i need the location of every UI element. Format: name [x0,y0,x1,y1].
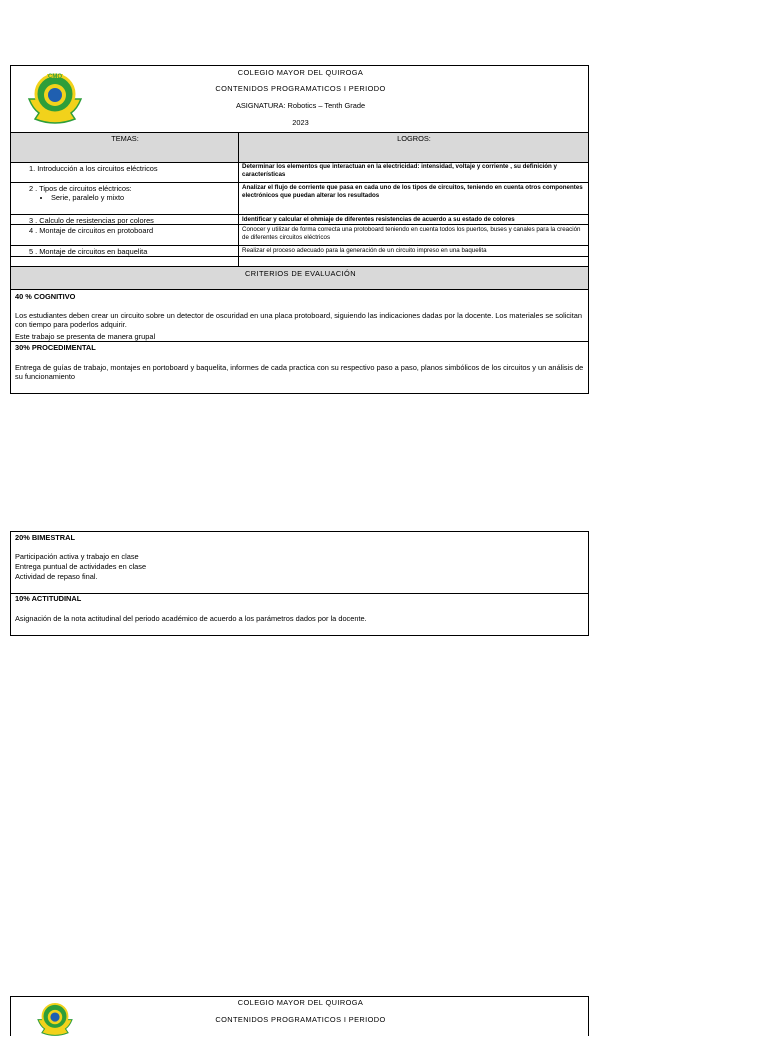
criterios-continued-table [10,531,589,636]
column-logros: LOGROS: [397,134,431,143]
tema-1: 1. Introducción a los circuitos eléctricos [29,164,158,173]
criterios-title: CRITERIOS DE EVALUACIÓN [245,269,356,278]
procedimental-text: Entrega de guías de trabajo, montajes en portoboard y baquelita, informes de cada practica con su respectivo paso a paso, planos simbólicos de los circuitos y un análisis de su funcionamiento [15,363,584,381]
column-temas: TEMAS: [111,134,139,143]
subject-title: ASIGNATURA: Robotics – Tenth Grade [235,101,366,110]
bimestral-line-2: Entrega puntual de actividades en clase [15,562,147,571]
actitudinal-text: Asignación de la nota actitudinal del periodo académico de acuerdo a los parámetros dados por la docente. [15,614,367,623]
actitudinal-heading: 10% ACTITUDINAL [15,594,82,603]
logro-1: Determinar los elementos que interactuan en la electricidad: intensidad, voltaje y corriente , su definición y características [242,163,557,178]
logro-2: Analizar el flujo de corriente que pasa en cada uno de los tipos de circuitos, teniendo en cuenta otros componentes electrónicos que puedan alterar los resultados [242,184,583,199]
tema-3: 3 . Calculo de resistencias por colores [29,216,154,225]
logro-4: Conocer y utilizar de forma correcta una protoboard teniendo en cuenta todos los puertos, buses y canales para la creación de diferentes circuitos eléctricos [242,226,581,241]
bimestral-line-3: Actividad de repaso final. [15,572,98,581]
program-table-page-3 [10,996,589,1036]
cognitivo-note: Este trabajo se presenta de manera grupal [15,332,156,341]
tema-2-sub: • Serie, paralelo y mixto [51,193,234,202]
logro-3: Identificar y calcular el ohmiaje de diferentes resistencias de acuerdo a su estado de colores [242,216,515,223]
tema-2 [29,184,234,202]
contents-title: CONTENIDOS PROGRAMATICOS I PERIODO [215,84,386,93]
logro-5: Realizar el proceso adecuado para la generación de un circuito impreso en una baquelita [242,247,487,254]
school-name-2: COLEGIO MAYOR DEL QUIROGA [237,998,364,1007]
program-table [10,65,589,394]
tema-5: 5 . Montaje de circuitos en baquelita [29,247,148,256]
procedimental-heading: 30% PROCEDIMENTAL [15,343,96,352]
svg-text:CMQ: CMQ [48,74,62,80]
school-name: COLEGIO MAYOR DEL QUIROGA [237,68,364,77]
year: 2023 [292,118,309,127]
cognitivo-heading: 40 % COGNITIVO [15,292,76,301]
tema-4: 4 . Montaje de circuitos en protoboard [29,226,154,235]
bimestral-heading: 20% BIMESTRAL [15,533,75,542]
cognitivo-text: Los estudiantes deben crear un circuito sobre un detector de oscuridad en una placa protoboard, siguiendo las indicaciones dadas por la docente. Los materiales se solicitan con tiempo para poderlos adquirir. [15,311,582,329]
contents-title-2: CONTENIDOS PROGRAMATICOS I PERIODO [215,1015,386,1024]
bimestral-line-1: Participación activa y trabajo en clase [15,552,139,561]
tema-2-label: 2 . Tipos de circuitos eléctricos: [29,184,132,193]
